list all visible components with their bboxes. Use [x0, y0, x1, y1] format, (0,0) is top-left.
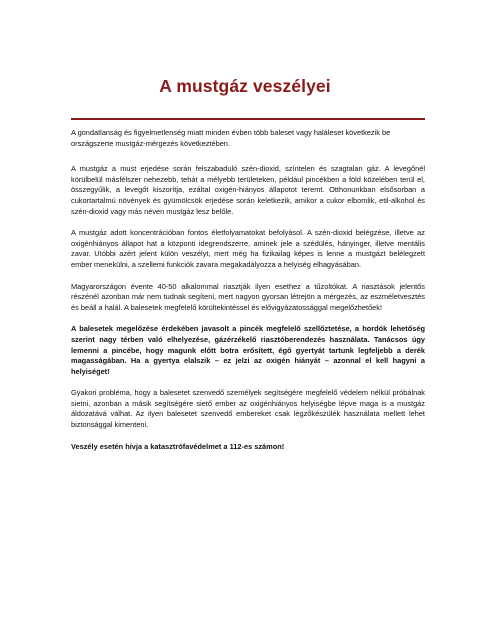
paragraph-prevention: A balesetek megelőzése érdekében javasolt a pincék megfelelő szellőztetése, a hordók lehetőség szerint nagy térben való elhelyezése, gázérzékelő riasztóberendezés használata. Tanácsos úgy lemenni a pincébe, hogy magunk előtt botra erősített, égő gyertyát tartunk legfeljebb a derék magasságában. Ha a gyertya elalszik – ez jelzi az oxigén hiányát – azonnal el kell hagyni a helyiséget!: [71, 324, 425, 376]
paragraph-effects: A mustgáz adott koncentrációban fontos életfolyamatokat befolyásol. A szén-dioxid belégzése, illetve az oxigénhiányos állapot hat a központi idegrendszerre, aminek jele a szédülés, hányinger, illetve mentális zavar. Utóbbi azért jelent külön veszélyt, mert még ha fizikailag képes is lenne a mustgázt belélegzett ember menekülni, a szellemi funkciók zavara megakadályozza a helyiség elhagyásában.: [71, 228, 425, 269]
title-divider: [71, 118, 425, 120]
paragraph-rescue: Gyakori probléma, hogy a balesetet szenvedő személyek segítségére megfelelő védelem nélkül próbálnak sietni, azonban a másik segítségére siető ember az oxigénhiányos helyiségbe lépve maga is a mustgáz áldozatává válhat. Az ilyen balesetet szenvedő embereket csak légzőkészülék használata mellett lehet biztonsággal kimenteni.: [71, 388, 425, 430]
lead-paragraph: A gondatlanság és figyelmetlenség miatt minden évben több baleset vagy haláleset következik be országszerte mustgáz-mérgezés következtében.: [71, 128, 391, 148]
emergency-call-notice: Veszély esetén hívja a katasztrófavédelmet a 112-es számon!: [71, 441, 285, 451]
paragraph-statistics: Magyarországon évente 40-50 alkalommal riasztják ilyen esethez a tűzoltókat. A riasztások jelentős részénél azonban már nem tudnak segíteni, mert nagyon gyorsan létrejön a mérgezés, az eszméletvesztés és beáll a halál. A balesetek megfelelő körültekintéssel és elővigyázatossággal megelőzhetőek!: [71, 281, 425, 312]
paragraph-definition: A mustgáz a must erjedése során felszabaduló szén-dioxid, színtelen és szagtalan gáz. A levegőnél körülbelül másfélszer nehezebb, tehát a mélyebb területeken, például pincékben a föld közelében terül el, összegyűlik, a levegőt kiszorítja, ezáltal oxigén-hiányos állapotot teremt. Otthonunkban elsősorban a cukortartalmú növények és gyümölcsök erjedése során keletkezik, amikor a cukor elbomlik, etil-alkohol és szén-dioxid vagy más néven mustgáz lesz belőle.: [71, 164, 425, 216]
document-title: A mustgáz veszélyei: [159, 76, 331, 96]
document-body: [71, 128, 425, 463]
